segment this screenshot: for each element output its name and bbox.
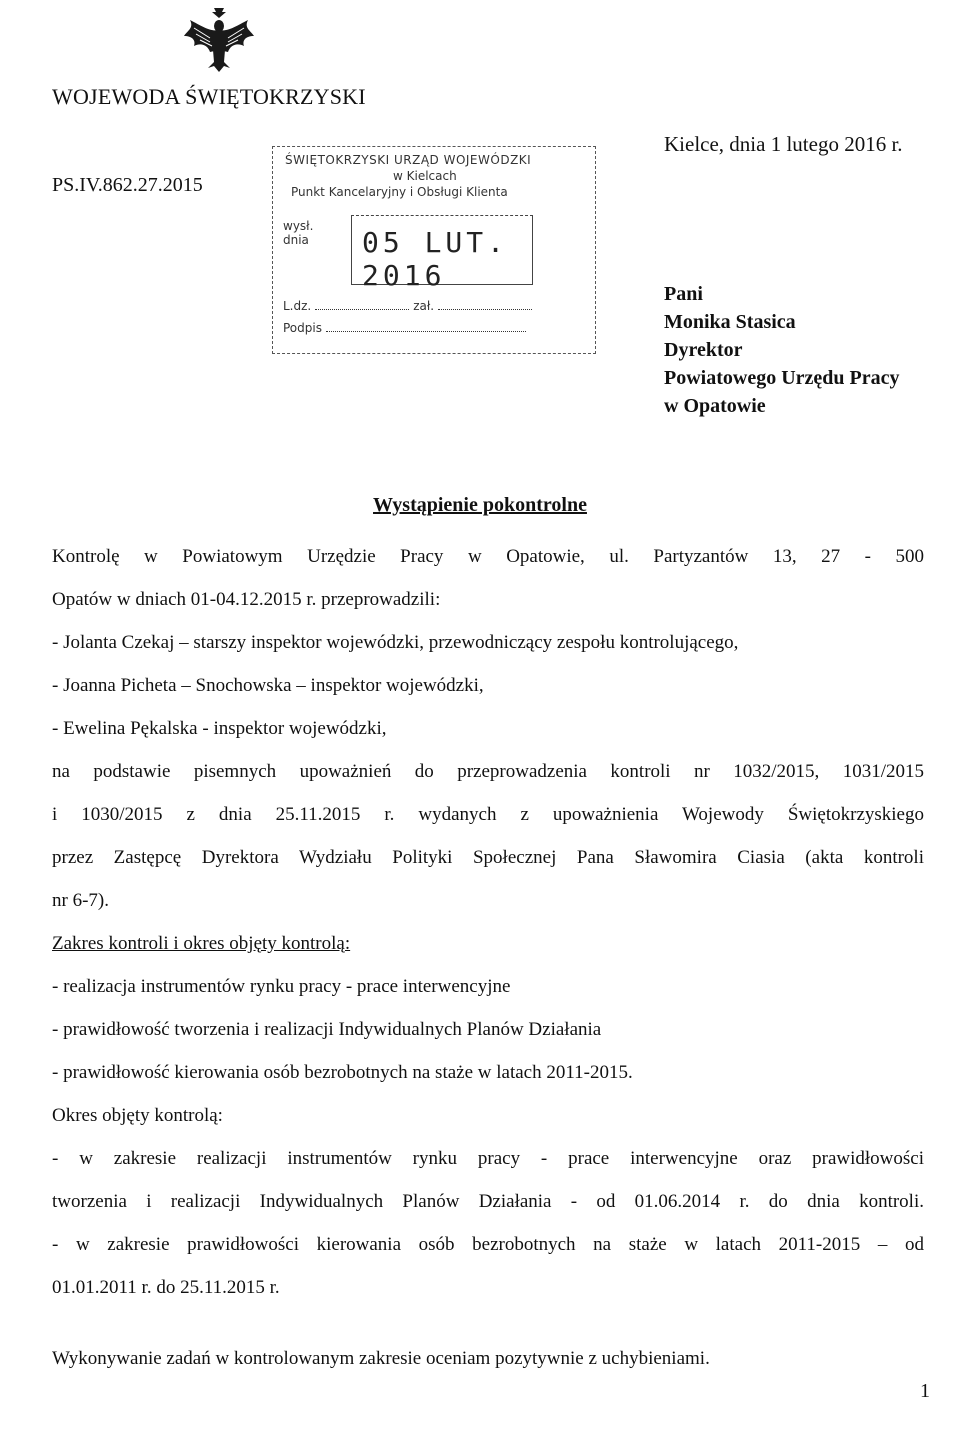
addressee-position: Dyrektor [664, 339, 743, 361]
period-item-1b: tworzenia i realizacji Indywidualnych Planów Działania - od 01.06.2014 r. do dnia kontroli. [52, 1191, 924, 1212]
addressee-office: Powiatowego Urzędu Pracy [664, 367, 900, 389]
stamp-registry-line: L.dz. zał. [283, 299, 536, 313]
intro-line-1: Kontrolę w Powiatowym Urzędzie Pracy w Opatowie, ul. Partyzantów 13, 27 - 500 [52, 546, 924, 567]
addressee-block [664, 280, 900, 420]
period-item-2a: - w zakresie prawidłowości kierowania osób bezrobotnych na staże w latach 2011-2015 – od [52, 1234, 924, 1255]
period-item-2b: 01.01.2011 r. do 25.11.2015 r. [52, 1277, 280, 1298]
place-date: Kielce, dnia 1 lutego 2016 r. [664, 132, 903, 156]
eagle-emblem-icon [180, 6, 258, 76]
addressee-city: w Opatowie [664, 395, 766, 417]
page-number: 1 [920, 1380, 930, 1402]
stamp-unit: Punkt Kancelaryjny i Obsługi Klienta [291, 185, 508, 199]
period-item-1a: - w zakresie realizacji instrumentów rynku pracy - prace interwencyjne oraz prawidłowości [52, 1148, 924, 1169]
document-title: Wystąpienie pokontrolne [373, 494, 587, 516]
scope-heading: Zakres kontroli i okres objęty kontrolą: [52, 933, 351, 954]
addressee-salutation: Pani [664, 283, 703, 305]
stamp-sent-label: wysł. dnia [283, 219, 314, 247]
intro-line-2: Opatów w dniach 01-04.12.2015 r. przeprowadzili: [52, 589, 441, 610]
stamp-city: w Kielcach [393, 169, 457, 183]
addressee-name: Monika Stasica [664, 311, 796, 333]
authorization-line-1: na podstawie pisemnych upoważnień do przeprowadzenia kontroli nr 1032/2015, 1031/2015 [52, 761, 924, 782]
inspector-1: - Jolanta Czekaj – starszy inspektor wojewódzki, przewodniczący zespołu kontrolującego, [52, 632, 739, 653]
scope-item-3: - prawidłowość kierowania osób bezrobotnych na staże w latach 2011-2015. [52, 1062, 633, 1083]
stamp-date-box [351, 215, 533, 292]
authorization-line-4: nr 6-7). [52, 890, 109, 911]
stamp-signature-line: Podpis [283, 321, 530, 335]
authority-name: WOJEWODA ŚWIĘTOKRZYSKI [52, 84, 366, 109]
scope-item-1: - realizacja instrumentów rynku pracy - prace interwencyjne [52, 976, 511, 997]
inspector-2: - Joanna Picheta – Snochowska – inspektor wojewódzki, [52, 675, 484, 696]
registry-stamp [272, 146, 596, 354]
period-heading: Okres objęty kontrolą: [52, 1105, 223, 1126]
stamp-date-value: 05 LUT. 2016 [362, 226, 509, 292]
authorization-line-2: i 1030/2015 z dnia 25.11.2015 r. wydanych z upoważnienia Wojewody Świętokrzyskiego [52, 804, 924, 825]
assessment-statement: Wykonywanie zadań w kontrolowanym zakresie oceniam pozytywnie z uchybieniami. [52, 1348, 710, 1369]
inspector-3: - Ewelina Pękalska - inspektor wojewódzki, [52, 718, 387, 739]
scope-item-2: - prawidłowość tworzenia i realizacji Indywidualnych Planów Działania [52, 1019, 602, 1040]
case-number: PS.IV.862.27.2015 [52, 174, 203, 196]
authorization-line-3: przez Zastępcę Dyrektora Wydziału Polityki Społecznej Pana Sławomira Ciasia (akta kontroli [52, 847, 924, 868]
stamp-office: ŚWIĘTOKRZYSKI URZĄD WOJEWÓDZKI [285, 153, 532, 167]
